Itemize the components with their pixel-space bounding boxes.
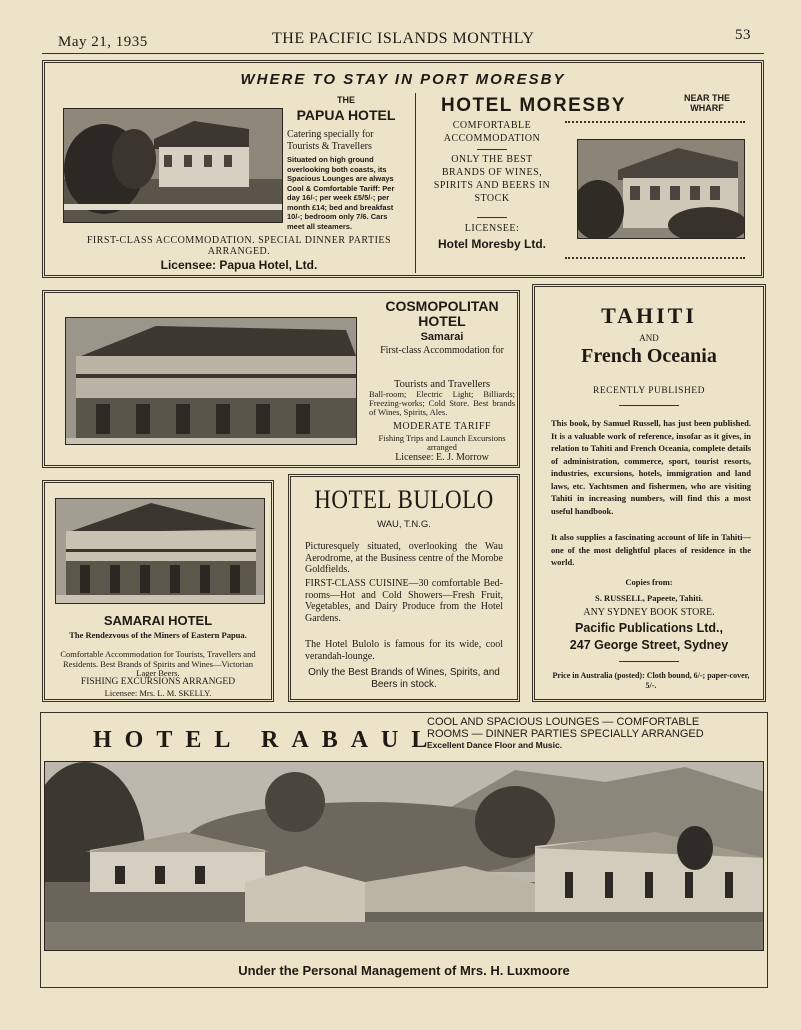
tahiti-published: RECENTLY PUBLISHED bbox=[593, 386, 705, 396]
cosmopolitan-licensee: Licensee: E. J. Morrow bbox=[395, 452, 489, 463]
publication-title: THE PACIFIC ISLANDS MONTHLY bbox=[272, 30, 535, 47]
tahiti-rule-2 bbox=[619, 661, 679, 662]
tahiti-sydney-store: ANY SYDNEY BOOK STORE. bbox=[583, 607, 715, 618]
moresby-near-wharf: NEAR THE WHARF bbox=[683, 93, 730, 113]
tahiti-subtitle: French Oceania bbox=[581, 345, 717, 367]
bulolo-box bbox=[288, 474, 520, 702]
tahiti-price: Price in Australia (posted): Cloth bound, 6/-; paper-cover, 5/-. bbox=[552, 671, 750, 690]
header-rule bbox=[42, 53, 764, 54]
moresby-licensee: Hotel Moresby Ltd. bbox=[437, 237, 546, 251]
tahiti-and: AND bbox=[639, 333, 659, 343]
where-to-stay-box bbox=[42, 60, 764, 278]
samarai-box bbox=[42, 480, 274, 702]
rabaul-hotel-photo bbox=[44, 761, 764, 951]
cosmopolitan-fishing: Fishing Trips and Launch Excursions arranged bbox=[378, 433, 506, 452]
cosmopolitan-hotel-photo bbox=[65, 317, 357, 445]
tahiti-copies-from: Copies from: bbox=[625, 577, 673, 587]
samarai-hotel-name: SAMARAI HOTEL bbox=[103, 613, 213, 628]
rabaul-lounges: COOL AND SPACIOUS LOUNGES — COMFORTABLE ROOMS — DINNER PARTIES SPECIALLY ARRANGED bbox=[427, 716, 704, 740]
tahiti-title: TAHITI bbox=[601, 303, 697, 328]
bulolo-verandah: The Hotel Bulolo is famous for its wide, cool verandah-lounge. bbox=[305, 639, 503, 662]
cosmopolitan-hotel-name: COSMOPOLITAN HOTEL bbox=[385, 298, 499, 329]
papua-the: THE bbox=[337, 95, 355, 105]
tahiti-paragraph-2: It also supplies a fascinating account of life in Tahiti—one of the most delightful places of residence in the world. bbox=[551, 532, 751, 567]
cosmopolitan-tourists: Tourists and Travellers bbox=[393, 379, 491, 390]
papua-hotel-photo bbox=[63, 108, 283, 223]
tahiti-pacific-publications: Pacific Publications Ltd., bbox=[575, 621, 723, 635]
bulolo-hotel-name: HOTEL BULOLO bbox=[314, 485, 494, 514]
where-to-stay-title: WHERE TO STAY IN PORT MORESBY bbox=[240, 71, 566, 88]
moresby-licensee-label: LICENSEE: bbox=[464, 223, 520, 234]
papua-catering: Catering specially for Tourists & Travellers bbox=[287, 129, 374, 152]
tahiti-paragraph-1: This book, by Samuel Russell, has just been published. It is a valuable work of reference, insofar as it gives, in relation to Tahiti and French Oceania, complete details of administration, commerce, sport, tourist resorts, industries, excursions, hotels, immigration and land laws, etc. Yachtsmen and fishermen, who are visiting Tahiti in increasing numbers, will find this a most useful handbook. bbox=[551, 418, 751, 516]
tahiti-box bbox=[532, 284, 766, 702]
tahiti-russell: S. RUSSELL, Papeete, Tahiti. bbox=[595, 593, 703, 603]
bulolo-situated: Picturesquely situated, overlooking the Wau Aerodrome, at the Business centre of the Morobe Goldfields. bbox=[305, 541, 503, 575]
cosmopolitan-tariff: MODERATE TARIFF bbox=[393, 421, 491, 432]
cosmopolitan-place: Samarai bbox=[420, 331, 464, 343]
papua-accommodation: FIRST-CLASS ACCOMMODATION. SPECIAL DINNER PARTIES ARRANGED. bbox=[86, 235, 392, 257]
samarai-hotel-photo bbox=[55, 498, 265, 604]
samarai-licensee: Licensee: Mrs. L. M. SKELLY. bbox=[104, 688, 212, 698]
papua-details: Situated on high ground overlooking both coasts, its Spacious Lounges are always Cool & Comfortable Tariff: Per day 16/-; per week £5/5/-; per month £14; bed and breakfast 10/-; bedroom only 7/6. Cars meet all steamers. bbox=[287, 155, 395, 231]
where-divider bbox=[415, 93, 416, 273]
moresby-deco-bottom bbox=[565, 257, 745, 259]
rabaul-box bbox=[40, 712, 768, 988]
page-number: 53 bbox=[735, 27, 751, 43]
bulolo-cuisine: FIRST-CLASS CUISINE—30 comfortable Bed-rooms—Hot and Cold Showers—Fresh Fruit, Vegetables, and Dairy Produce from the Hotel Gardens. bbox=[305, 578, 503, 624]
rabaul-hotel-name: HOTEL RABAUL bbox=[93, 727, 441, 753]
bulolo-brands: Only the Best Brands of Wines, Spirits, and Beers in stock. bbox=[308, 667, 500, 690]
papua-hotel-name: PAPUA HOTEL bbox=[296, 107, 396, 123]
tahiti-street: 247 George Street, Sydney bbox=[569, 638, 729, 652]
moresby-comfortable: COMFORTABLE ACCOMMODATION bbox=[443, 120, 541, 144]
samarai-rendezvous: The Rendezvous of the Miners of Eastern Papua. bbox=[69, 630, 247, 640]
moresby-best-brands: ONLY THE BEST BRANDS OF WINES, SPIRITS AND BEERS IN STOCK bbox=[433, 154, 551, 204]
cosmopolitan-accom: First-class Accommodation for bbox=[380, 345, 504, 356]
moresby-hotel-name: HOTEL MORESBY bbox=[441, 95, 626, 116]
samarai-fishing: FISHING EXCURSIONS ARRANGED bbox=[80, 677, 236, 687]
rabaul-dance: Excellent Dance Floor and Music. bbox=[427, 740, 563, 750]
cosmopolitan-box bbox=[42, 290, 520, 468]
moresby-hotel-photo bbox=[577, 139, 745, 239]
moresby-rule-2 bbox=[477, 217, 507, 218]
cosmopolitan-features: Ball-room; Electric Light; Billiards; Freezing-works; Cold Store. Best brands of Wines, Spirits, Ales. bbox=[369, 389, 515, 417]
bulolo-place: WAU, T.N.G. bbox=[377, 519, 431, 530]
papua-licensee: Licensee: Papua Hotel, Ltd. bbox=[160, 258, 318, 272]
moresby-rule bbox=[477, 149, 507, 150]
rabaul-management: Under the Personal Management of Mrs. H. Luxmoore bbox=[238, 963, 570, 978]
moresby-deco-top bbox=[565, 121, 745, 123]
tahiti-rule bbox=[619, 405, 679, 406]
samarai-body: Comfortable Accommodation for Tourists, Travellers and Residents. Best Brands of Spirits and Wines—Victorian Lager Beers. bbox=[60, 649, 256, 678]
page-date: May 21, 1935 bbox=[58, 34, 148, 50]
